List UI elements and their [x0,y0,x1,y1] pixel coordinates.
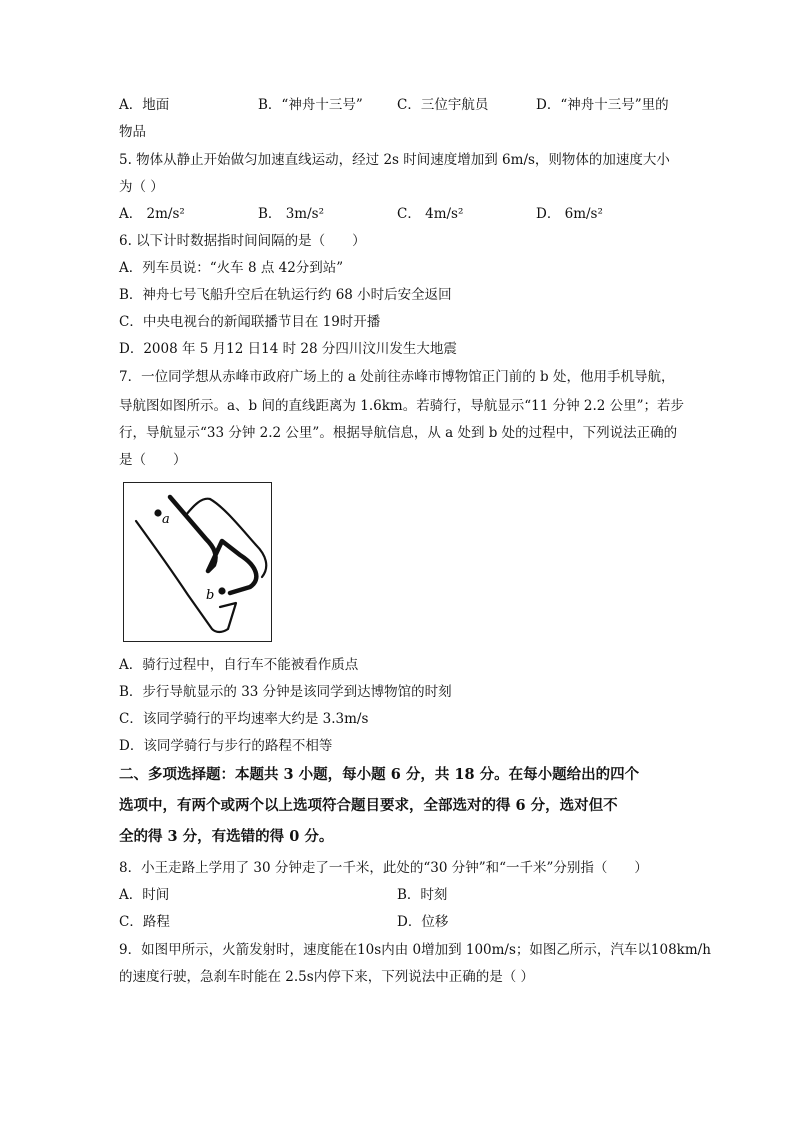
q7-stem-line-3: 行，导航显示“33 分钟 2.2 公里”。根据导航信息，从 a 处到 b 处的过程中，下列说法正确的 [119,425,678,441]
point-a-label: a [162,512,170,527]
q6-option-d: D．2008 年 5 月12 日14 时 28 分四川汶川发生大地震 [119,341,457,357]
q6-option-a: A．列车员说：“火车 8 点 42分到站” [119,260,344,276]
q8-stem: 8．小王走路上学用了 30 分钟走了一千米，此处的“30 分钟”和“一千米”分别指（ ） [119,860,648,876]
q9-stem-line-1: 9．如图甲所示，火箭发射时，速度能在10s内由 0增加到 100m/s；如图乙所示，汽车以108km/h [119,942,711,958]
q6-stem: 6. 以下计时数据指时间间隔的是（ ） [119,233,366,249]
q4-option-b: B．“神舟十三号” [258,97,363,113]
q7-stem-line-2: 导航图如图所示。a、b 间的直线距离为 1.6km。若骑行，导航显示“11 分钟 2.2 公里”；若步 [119,398,685,414]
q4-option-d: D．“神舟十三号”里的 [536,97,669,113]
section-2-heading-line-3: 全的得 3 分，有选错的得 0 分。 [119,828,334,845]
q5-stem-line-2: 为（ ） [119,179,164,195]
q5-option-a: A． 2m/s² [119,206,185,222]
q9-stem-line-2: 的速度行驶，急刹车时能在 2.5s内停下来，下列说法中正确的是（ ） [119,969,534,985]
q5-option-b: B． 3m/s² [258,206,324,222]
q7-stem-line-4: 是（ ） [119,452,187,468]
q8-option-c: C．路程 [119,914,170,930]
section-2-heading-line-1: 二、多项选择题：本题共 3 小题，每小题 6 分，共 18 分。在每小题给出的四个 [119,766,640,783]
q4-option-c: C．三位宇航员 [397,97,489,113]
q6-option-b: B．神舟七号飞船升空后在轨运行约 68 小时后安全返回 [119,287,452,303]
q4-option-a: A．地面 [119,97,170,113]
q8-option-d: D．位移 [397,914,449,930]
q7-option-a: A．骑行过程中，自行车不能被看作质点 [119,657,359,673]
q8-option-b: B．时刻 [397,887,448,903]
point-b-label: b [206,588,215,603]
q5-stem-line-1: 5. 物体从静止开始做匀加速直线运动，经过 2s 时间速度增加到 6m/s，则物体的加速度大小 [119,152,670,168]
q4-option-d-wrap: 物品 [119,124,146,140]
q7-option-b: B．步行导航显示的 33 分钟是该同学到达博物馆的时刻 [119,684,452,700]
q7-stem-line-1: 7．一位同学想从赤峰市政府广场上的 a 处前往赤峰市博物馆正门前的 b 处，他用手机导航， [119,369,675,385]
q7-option-c: C．该同学骑行的平均速率大约是 3.3m/s [119,711,369,727]
point-b-dot [218,587,225,594]
q6-option-c: C．中央电视台的新闻联播节目在 19时开播 [119,314,381,330]
q5-option-d: D． 6m/s² [536,206,603,222]
q5-option-c: C． 4m/s² [397,206,464,222]
navigation-map-drawing [124,483,271,641]
q7-option-d: D．该同学骑行与步行的路程不相等 [119,738,333,754]
navigation-map-figure [123,482,272,642]
q8-option-a: A．时间 [119,887,170,903]
navigation-route [170,497,256,593]
section-2-heading-line-2: 选项中，有两个或两个以上选项符合题目要求，全部选对的得 6 分，选对但不 [119,797,618,814]
road-outline [136,521,236,632]
point-a-dot [154,509,161,516]
